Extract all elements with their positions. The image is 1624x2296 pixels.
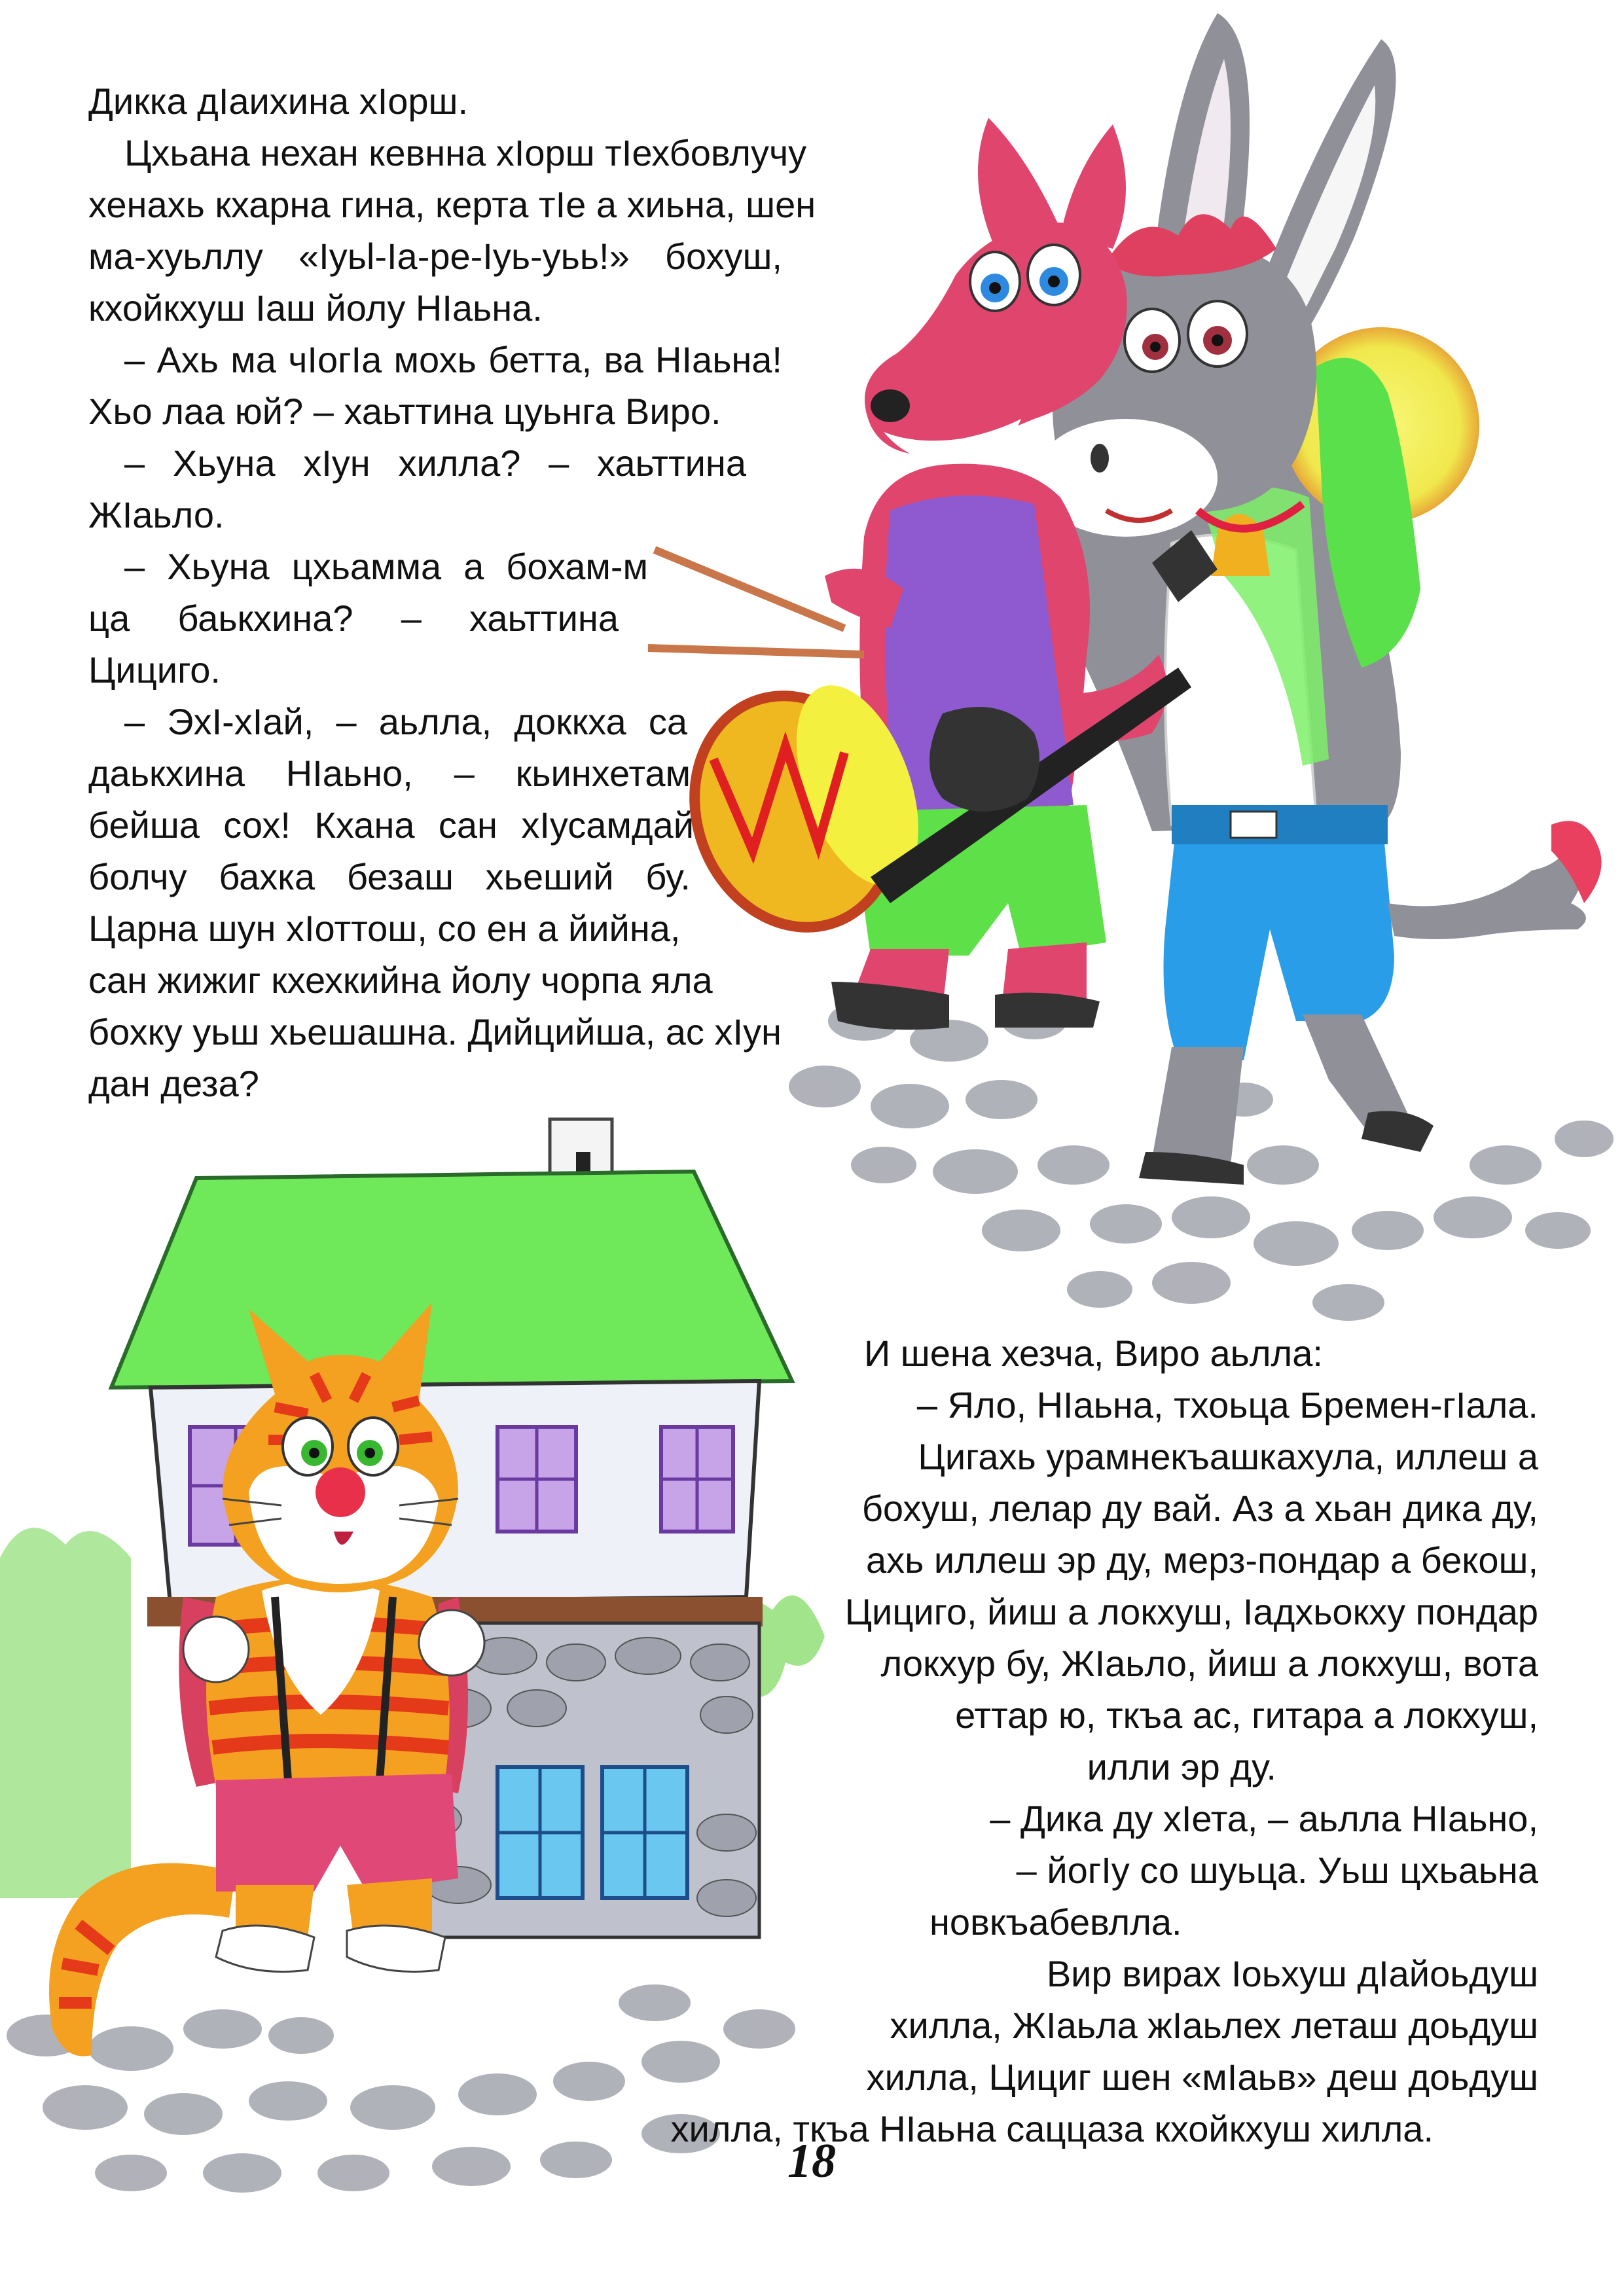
- text-line: ца баькхина? – хаьттина: [88, 598, 619, 639]
- text-line: Дикка дӀаихина хӀорш.: [88, 81, 469, 122]
- text-line: – Яло, НӀаьна, тхоьца Бремен-гӀала.: [916, 1384, 1538, 1426]
- text-line: ЖӀаьло.: [88, 494, 225, 535]
- text-line: дан деза?: [88, 1063, 259, 1104]
- text-line: новкъабевлла.: [929, 1901, 1182, 1943]
- text-line: даькхина НӀаьно, – кьинхетам: [88, 753, 691, 794]
- story-text-bottom: [668, 1327, 1538, 2155]
- text-line: бейша сох! Кхана сан хӀусамдай: [88, 804, 694, 846]
- text-line: кхойкхуш Ӏаш йолу НӀаьна.: [88, 287, 543, 329]
- text-line: еттар ю, ткъа ас, гитара а локхуш,: [955, 1695, 1538, 1736]
- text-line: – ЭхӀ-хӀай, – аьлла, доккха са: [124, 701, 687, 742]
- text-line: ма-хуьллу «Ӏуьl-Ӏа-ре-Ӏуь-уьь!» бохуш,: [88, 236, 782, 277]
- text-line: – Хьуна хӀун хилла? – хаьттина: [124, 442, 746, 484]
- text-line: хилла, Цициг шен «мӀаьв» деш доьдуш: [866, 2056, 1538, 2098]
- text-line: сан жижиг кхехкийна йолу чорпа яла: [88, 960, 713, 1001]
- text-line: – Дика ду хӀета, – аьлла НӀаьно,: [990, 1798, 1538, 1839]
- text-line: – Ахь ма чӀогӀа мохь бетта, ва НӀаьна!: [124, 339, 782, 380]
- text-line: хилла, ЖӀаьла жӀаьлех леташ доьдуш: [890, 2005, 1538, 2046]
- text-line: болчу бахка безаш хьеший бу.: [88, 856, 691, 897]
- text-line: хилла, ткъа НӀаьна саццаза кхойкхуш хилла.: [670, 2108, 1434, 2149]
- text-line: Цициго.: [88, 649, 221, 691]
- text-line: Цхьана нехан кевнна хӀорш тӀехбовлучу: [124, 132, 807, 173]
- text-line: бохуш, лелар ду вай. Аз а хьан дика ду,: [861, 1488, 1538, 1529]
- text-line: И шена хезча, Виро аьлла:: [864, 1333, 1323, 1374]
- text-line: ахь иллеш эр ду, мерз-пондар а бекош,: [865, 1539, 1538, 1581]
- text-line: Хьо лаа юй? – хаьттина цуьнга Виро.: [88, 391, 721, 432]
- text-line: – йогӀу со шуьца. Уьш цхьаьна: [1016, 1850, 1538, 1891]
- text-line: илли эр ду.: [1087, 1746, 1276, 1787]
- text-line: локхур бу, ЖӀаьло, йиш а локхуш, вота: [880, 1643, 1538, 1684]
- text-line: Царна шун хӀоттош, со ен а йийна,: [88, 908, 681, 949]
- story-text-top: [88, 75, 816, 1109]
- text-line: хенахь кхарна гина, керта тӀе а хиьна, шен: [88, 184, 816, 225]
- text-line: бохку уьш хьешашна. Дийцийша, ас хӀун: [88, 1011, 782, 1052]
- text-line: Цигахь урамнекъашкахула, иллеш а: [918, 1436, 1538, 1477]
- text-line: Цициго, йиш а локхуш, Ӏадхьокху пондар: [844, 1591, 1538, 1632]
- text-line: – Хьуна цхьамма а бохам-м: [124, 546, 648, 587]
- text-line: Вир вирах Ӏоьхуш дӀайоьдуш: [1046, 1953, 1538, 1994]
- page-number: 18: [787, 2134, 836, 2188]
